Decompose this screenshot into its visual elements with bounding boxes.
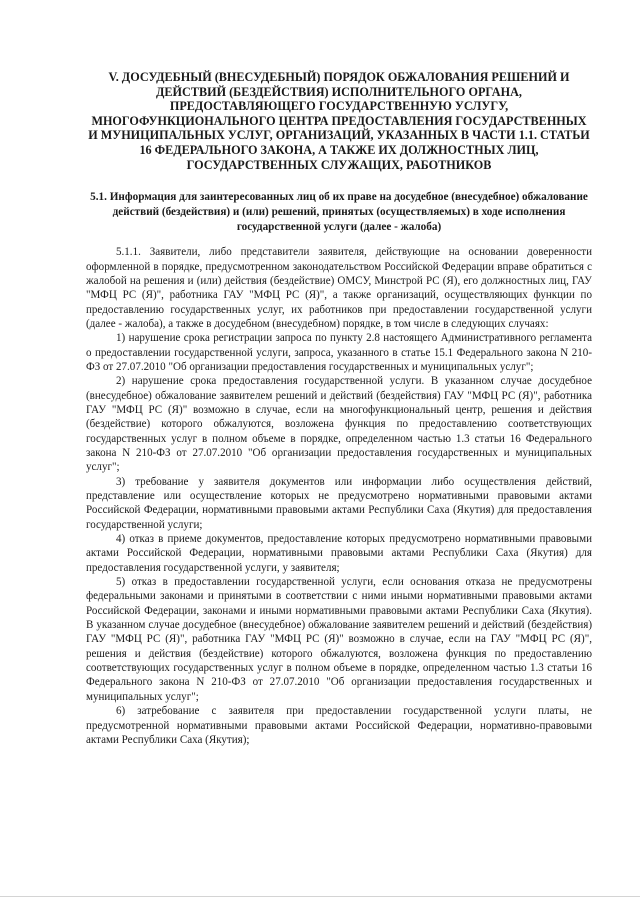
list-item-3: 3) требование у заявителя документов или информации либо осуществления действий, представление или осуществление которых не предусмотрено нормативными правовыми актами Российской Федерации, нормативными правовыми актами Республики Саха (Якутия) для предоставления государственной услуги; — [86, 475, 592, 531]
list-item-5: 5) отказ в предоставлении государственной услуги, если основания отказа не предусмотрены федеральными законами и принятыми в соответствии с ними иными нормативными правовыми актами Российской Федерации, законами и иными нормативными правовыми актами Республики Саха (Якутия). В указанном случае досудебное (внесудебное) обжалование заявителем решений и действий (бездействия) ГАУ "МФЦ РС (Я)", работника ГАУ "МФЦ РС (Я)" возможно в случае, если на ГАУ "МФЦ РС (Я)", решения и действия (бездействие) которого обжалуются, возложена функция по предоставлению соответствующих государственных услуг в полном объеме в порядке, определенном частью 1.3 статьи 16 Федерального закона N 210-ФЗ от 27.07.2010 "Об организации предоставления государственных и муниципальных услуг"; — [86, 576, 592, 703]
list-item-2: 2) нарушение срока предоставления государственной услуги. В указанном случае досудебное (внесудебное) обжалование заявителем решений и действий (бездействия) ГАУ "МФЦ РС (Я)", работника ГАУ "МФЦ РС (Я)" возможно в случае, если на многофункциональный центр, решения и действия (бездействие) которого обжалуются, возложена функция по предоставлению соответствующих государственных услуг в полном объеме в порядке, определенном частью 1.3 статьи 16 Федерального закона N 210-ФЗ от 27.07.2010 "Об организации предоставления государственных и муниципальных услуг"; — [86, 375, 592, 474]
list-item-1: 1) нарушение срока регистрации запроса по пункту 2.8 настоящего Административного регламента о предоставлении государственной услуги, запроса, указанного в статье 15.1 Федерального закона N 210-ФЗ от 27.07.2010 "Об организации предоставления государственных и муниципальных услуг"; — [86, 332, 592, 373]
paragraph-5-1-1: 5.1.1. Заявители, либо представители заявителя, действующие на основании доверенности оформленной в порядке, предусмотренном законодательством Российской Федерации вправе обратиться с жалобой на решения и (или) действия (бездействие) ОМСУ, Минстрой РС (Я), его должностных лиц, ГАУ "МФЦ РС (Я)", работника ГАУ "МФЦ РС (Я)", а также организаций, осуществляющих функции по предоставлению государственных услуг, их работников при предоставлении государственной услуги (далее - жалоба), а также в досудебном (внесудебном) порядке, в том числе в следующих случаях: — [86, 246, 592, 330]
section-title: V. ДОСУДЕБНЫЙ (ВНЕСУДЕБНЫЙ) ПОРЯДОК ОБЖАЛОВАНИЯ РЕШЕНИЙ И ДЕЙСТВИЙ (БЕЗДЕЙСТВИЯ) ИСПОЛНИТЕЛЬНОГО ОРГАНА, ПРЕДОСТАВЛЯЮЩЕГО ГОСУДАРСТВЕННУЮ УСЛУГУ, МНОГОФУНКЦИОНАЛЬНОГО ЦЕНТРА ПРЕДОСТАВЛЕНИЯ ГОСУДАРСТВЕННЫХ И МУНИЦИПАЛЬНЫХ УСЛУГ, ОРГАНИЗАЦИЙ, УКАЗАННЫХ В ЧАСТИ 1.1. СТАТЬИ 16 ФЕДЕРАЛЬНОГО ЗАКОНА, А ТАКЖЕ ИХ ДОЛЖНОСТНЫХ ЛИЦ, ГОСУДАРСТВЕННЫХ СЛУЖАЩИХ, РАБОТНИКОВ — [88, 70, 590, 172]
list-item-4: 4) отказ в приеме документов, предоставление которых предусмотрено нормативными правовыми актами Российской Федерации, нормативными правовыми актами Республики Саха (Якутия) для предоставления государственной услуги, у заявителя; — [86, 533, 592, 574]
subsection-title: 5.1. Информация для заинтересованных лиц об их праве на досудебное (внесудебное) обжалование действий (бездействия) и (или) решений, принятых (осуществляемых) в ходе исполнения государственной услуги (далее - жалоба) — [90, 191, 588, 234]
list-item-6: 6) затребование с заявителя при предоставлении государственной услуги платы, не предусмотренной нормативными правовыми актами Российской Федерации, нормативно-правовыми актами Республики Саха (Якутия); — [86, 705, 592, 746]
document-body — [86, 245, 592, 747]
page-bottom-edge — [0, 896, 640, 897]
